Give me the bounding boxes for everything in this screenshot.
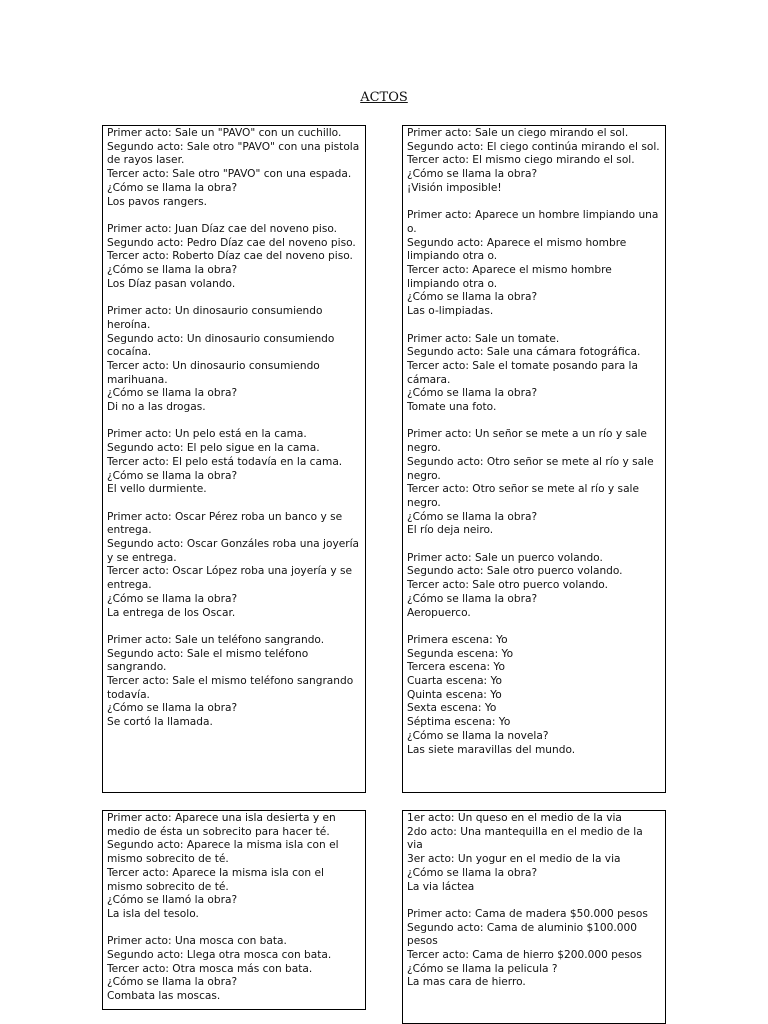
joke-line: Segundo acto: El pelo sigue en la cama.: [107, 442, 320, 455]
joke-line: ¿Cómo se llama la pelicula ?: [407, 962, 558, 975]
joke-block: [407, 209, 661, 319]
joke-line: ¿Cómo se llama la obra?: [407, 168, 538, 181]
joke-line: ¿Cómo se llama la obra?: [407, 291, 538, 304]
joke-line: ¿Cómo se llama la obra?: [107, 592, 238, 605]
joke-line: Las siete maravillas del mundo.: [407, 743, 576, 756]
joke-line: Segunda escena: Yo: [407, 647, 514, 660]
joke-line: Primer acto: Oscar Pérez roba un banco y se entrega.: [107, 510, 343, 537]
joke-line: Los Díaz pasan volando.: [107, 277, 236, 290]
joke-line: Primer acto: Sale un tomate.: [407, 332, 560, 345]
joke-line: Tercer acto: Un dinosaurio consumiendo marihuana.: [107, 359, 320, 386]
joke-line: Tercer acto: Oscar López roba una joyería y se entrega.: [107, 565, 353, 592]
joke-block: [407, 127, 661, 196]
joke-box-bottom-right: [402, 810, 666, 1024]
joke-line: Segundo acto: El ciego continúa mirando el sol.: [407, 140, 660, 153]
joke-block: [407, 908, 661, 990]
joke-line: ¿Cómo se llamó la obra?: [107, 894, 238, 907]
joke-block: [407, 812, 661, 894]
page-title: ACTOS: [360, 90, 408, 105]
joke-line: 2do acto: Una mantequilla en el medio de la via: [407, 825, 643, 852]
joke-line: ¿Cómo se llama la obra?: [107, 469, 238, 482]
joke-line: Tercer acto: El mismo ciego mirando el sol.: [407, 154, 635, 167]
joke-line: Tercer acto: El pelo está todavía en la cama.: [107, 455, 343, 468]
joke-line: ¿Cómo se llama la obra?: [107, 976, 238, 989]
joke-line: Segundo acto: Pedro Díaz cae del noveno piso.: [107, 236, 356, 249]
joke-block: [107, 812, 361, 922]
joke-line: Aeropuerco.: [407, 606, 471, 619]
joke-line: Séptima escena: Yo: [407, 716, 511, 729]
joke-line: Primer acto: Sale un ciego mirando el sol.: [407, 127, 629, 139]
joke-line: 1er acto: Un queso en el medio de la via: [407, 812, 622, 824]
joke-block: [407, 333, 661, 415]
joke-line: Primer acto: Un dinosaurio consumiendo heroína.: [107, 305, 323, 331]
joke-line: Di no a las drogas.: [107, 401, 206, 414]
joke-line: Segundo acto: Sale una cámara fotográfica.: [407, 346, 641, 359]
joke-line: Tercer acto: Sale el mismo teléfono sangrando todavía.: [107, 675, 354, 701]
joke-block: [107, 511, 361, 621]
joke-line: Primer acto: Una mosca con bata.: [107, 935, 287, 948]
joke-line: Primer acto: Juan Díaz cae del noveno piso.: [107, 222, 338, 235]
joke-line: Se cortó la llamada.: [107, 716, 213, 729]
joke-block: [107, 935, 361, 1004]
joke-line: Tercer acto: Aparece la misma isla con el mismo sobrecito de té.: [107, 866, 324, 893]
joke-line: Primer acto: Cama de madera $50.000 pesos: [407, 907, 648, 920]
joke-line: ¿Cómo se llama la obra?: [107, 387, 238, 400]
joke-line: ¿Cómo se llama la novela?: [407, 729, 549, 742]
joke-line: El vello durmiente.: [107, 483, 207, 496]
joke-line: Segundo acto: Sale otro "PAVO" con una pistola de rayos laser.: [107, 140, 360, 167]
joke-box-bottom-left: [102, 810, 366, 1010]
joke-line: Tercer acto: Roberto Díaz cae del noveno piso.: [107, 250, 353, 263]
joke-line: 3er acto: Un yogur en el medio de la via: [407, 853, 621, 866]
joke-line: Primer acto: Sale un teléfono sangrando.: [107, 633, 325, 646]
joke-line: Primer acto: Un señor se mete a un río y sale negro.: [407, 428, 647, 455]
joke-line: Primer acto: Aparece un hombre limpiando una o.: [407, 209, 659, 235]
joke-line: Primer acto: Sale un "PAVO" con un cuchillo.: [107, 127, 342, 139]
joke-line: Segundo acto: Otro señor se mete al río y sale negro.: [407, 455, 654, 482]
joke-line: Primer acto: Un pelo está en la cama.: [107, 428, 307, 441]
joke-line: Cuarta escena: Yo: [407, 675, 503, 688]
joke-line: Tercer acto: Otra mosca más con bata.: [107, 962, 313, 975]
joke-line: ¿Cómo se llama la obra?: [407, 510, 538, 523]
joke-line: Segundo acto: Llega otra mosca con bata.: [107, 949, 332, 962]
joke-line: Primer acto: Aparece una isla desierta y en medio de ésta un sobrecito para hacer té.: [107, 812, 336, 838]
joke-line: Tercer acto: Sale otro puerco volando.: [407, 579, 608, 592]
joke-line: Segundo acto: Un dinosaurio consumiendo cocaína.: [107, 332, 335, 359]
joke-block: [107, 223, 361, 292]
joke-line: Segundo acto: Oscar Gonzáles roba una joyería y se entrega.: [107, 538, 360, 564]
joke-line: Las o-limpiadas.: [407, 305, 494, 318]
joke-line: La entrega de los Oscar.: [107, 606, 236, 619]
joke-block: [107, 634, 361, 730]
joke-line: Segundo acto: Cama de aluminio $100.000 pesos: [407, 921, 638, 948]
joke-block: [407, 634, 661, 757]
joke-line: Tercera escena: Yo: [407, 661, 505, 674]
joke-line: Tercer acto: Aparece el mismo hombre limpiando otra o.: [407, 264, 612, 290]
joke-block: [107, 127, 361, 209]
joke-line: Segundo acto: Sale el mismo teléfono sangrando.: [107, 647, 309, 674]
joke-line: Segundo acto: Aparece la misma isla con el mismo sobrecito de té.: [107, 839, 339, 866]
joke-line: Primera escena: Yo: [407, 633, 508, 646]
joke-line: ¿Cómo se llama la obra?: [107, 264, 238, 277]
joke-line: ¿Cómo se llama la obra?: [107, 702, 238, 715]
joke-line: ¿Cómo se llama la obra?: [407, 866, 538, 879]
joke-line: La mas cara de hierro.: [407, 976, 526, 989]
joke-block: [107, 305, 361, 415]
joke-line: Combata las moscas.: [107, 990, 221, 1003]
joke-line: Segundo acto: Aparece el mismo hombre limpiando otra o.: [407, 236, 627, 263]
joke-line: El río deja neiro.: [407, 524, 494, 537]
joke-line: ¿Cómo se llama la obra?: [407, 592, 538, 605]
joke-block: [107, 428, 361, 497]
joke-line: Tercer acto: Cama de hierro $200.000 pesos: [407, 949, 642, 962]
joke-line: Tomate una foto.: [407, 401, 497, 414]
joke-line: La isla del tesolo.: [107, 907, 199, 920]
joke-line: La via láctea: [407, 880, 475, 893]
joke-line: ¿Cómo se llama la obra?: [407, 387, 538, 400]
joke-block: [407, 552, 661, 621]
joke-box-top-left: [102, 125, 366, 793]
joke-line: ¿Cómo se llama la obra?: [107, 181, 238, 194]
joke-block: [407, 428, 661, 538]
joke-line: Primer acto: Sale un puerco volando.: [407, 551, 603, 564]
joke-line: ¡Visión imposible!: [407, 181, 502, 194]
joke-line: Tercer acto: Sale otro "PAVO" con una espada.: [107, 168, 352, 181]
joke-line: Tercer acto: Sale el tomate posando para la cámara.: [407, 359, 638, 386]
joke-line: Tercer acto: Otro señor se mete al río y sale negro.: [407, 483, 640, 509]
joke-box-top-right: [402, 125, 666, 793]
joke-line: Segundo acto: Sale otro puerco volando.: [407, 565, 623, 578]
joke-line: Sexta escena: Yo: [407, 702, 497, 715]
joke-line: Quinta escena: Yo: [407, 688, 502, 701]
joke-line: Los pavos rangers.: [107, 195, 207, 208]
